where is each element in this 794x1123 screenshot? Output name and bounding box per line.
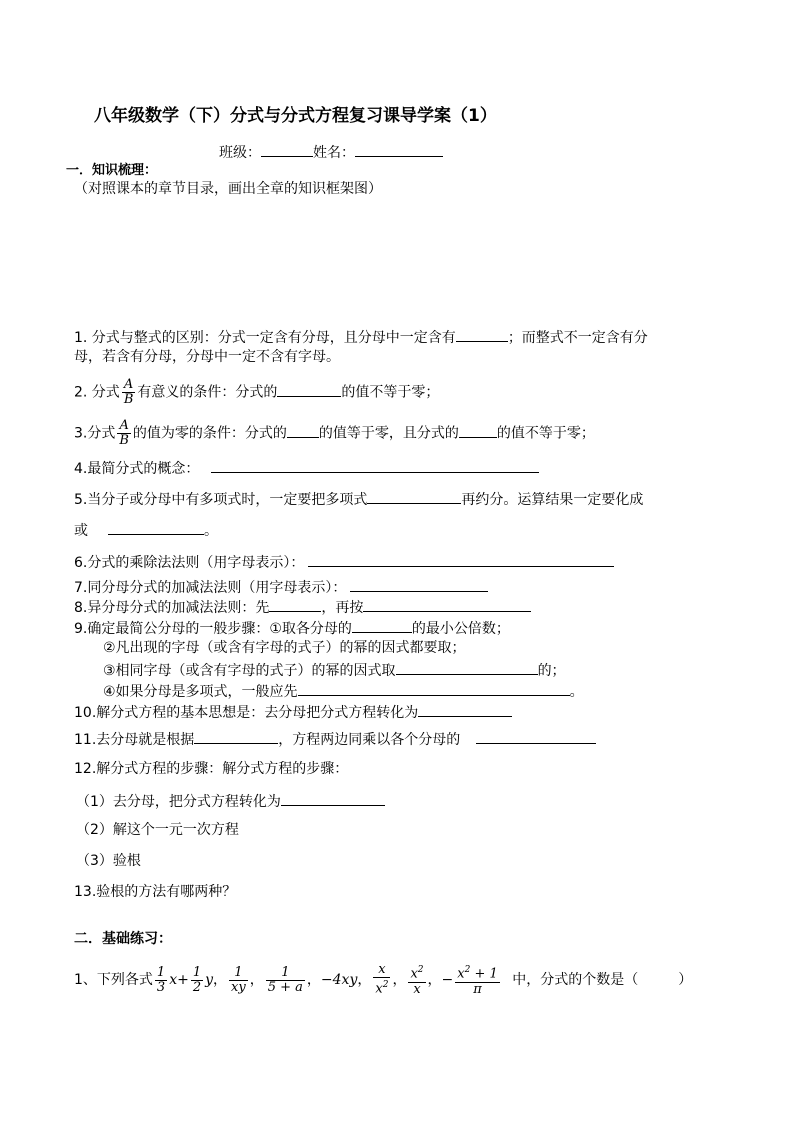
q12-blank[interactable]: [281, 791, 385, 806]
section1-instruction: （对照课本的章节目录，画出全章的知识框架图）: [74, 181, 382, 197]
name-field[interactable]: [355, 142, 443, 157]
q3-line: 3.分式 $\frac{A}{B}$ 的值为零的条件：分式的 的值等于零，且分式的 的值不等于零；: [74, 418, 595, 448]
class-label: 班级：: [219, 145, 261, 161]
q6-blank[interactable]: [308, 552, 614, 567]
q9-line4: ④如果分母是多项式，一般应先 。: [103, 681, 584, 701]
q10-line: 10.解分式方程的基本思想是：去分母把分式方程转化为: [74, 702, 512, 722]
fraction-one-third: $\frac{1}{3}$: [156, 964, 166, 995]
fraction-x-over-x-squared: $\frac{x}{x^2}$: [375, 962, 389, 997]
q4-line: 4.最简分式的概念：: [74, 458, 539, 478]
fraction-a-over-b: $\frac{A}{B}$: [123, 377, 134, 407]
q9-line1: 9.确定最简公分母的一般步骤：①取各分母的 的最小公倍数；: [74, 618, 510, 638]
q3-blank-2[interactable]: [459, 423, 497, 438]
q12-line: 12.解分式方程的步骤：解分式方程的步骤：: [74, 761, 349, 777]
fraction-one-over-xy: $\frac{1}{xy}$: [231, 964, 246, 995]
q2-line: 2. 分式 $\frac{A}{B}$ 有意义的条件：分式的 的值不等于零；: [74, 377, 440, 407]
q1-line1: 1. 分式与整式的区别：分式一定含有分母，且分母中一定含有 ；而整式不一定含有分: [74, 327, 648, 347]
q8-blank-2[interactable]: [363, 597, 531, 612]
student-info: [219, 142, 443, 162]
section2-heading: 二．基础练习：: [74, 931, 172, 947]
q9-blank-4[interactable]: [298, 681, 570, 696]
page-title: 八年级数学（下）分式与分式方程复习课导学案（1）: [94, 106, 497, 126]
q1-line2: 母，若含有分母，分母中一定不含有字母。: [74, 349, 340, 365]
q3-blank-1[interactable]: [287, 423, 319, 438]
q12-step3: （3）验根: [76, 853, 141, 869]
fraction-x-squared-over-x: $\frac{x^2}{x}$: [410, 965, 424, 997]
q11-blank-1[interactable]: [194, 729, 278, 744]
q9-blank-1[interactable]: [352, 618, 412, 633]
q8-line: 8.异分母分式的加减法法则：先 ，再按: [74, 597, 531, 617]
fraction-one-half: $\frac{1}{2}$: [192, 964, 202, 995]
q12-step2: （2）解这个一元一次方程: [76, 822, 239, 838]
q4-blank[interactable]: [211, 458, 539, 473]
q6-line: 6.分式的乘除法法则（用字母表示）：: [74, 552, 614, 572]
class-field[interactable]: [261, 142, 313, 157]
q9-blank-3[interactable]: [396, 660, 538, 675]
q8-blank-1[interactable]: [269, 597, 321, 612]
q11-blank-2[interactable]: [476, 729, 596, 744]
fraction-a-over-b: $\frac{A}{B}$: [119, 418, 129, 448]
q11-line: 11.去分母就是根据 ，方程两边同乘以各个分母的: [74, 729, 596, 749]
q13-line: 13.验根的方法有哪两种？: [74, 884, 237, 900]
q7-line: 7.同分母分式的加减法法则（用字母表示）：: [74, 577, 488, 597]
q9-line2: ②凡出现的字母（或含有字母的式子）的幂的因式都要取；: [103, 640, 466, 656]
name-label: 姓名：: [313, 145, 355, 161]
fraction-one-over-five-plus-a: $\frac{1}{5 + a}$: [267, 964, 303, 995]
q5-line2: 或 。: [74, 520, 218, 540]
exercise-1: 1、下列各式 $\frac{1}{3}$ x+ $\frac{1}{2}$ y， $\frac{1}{xy}$ ， $\frac{1}{5 + a}$ ，−4xy， $\frac{x}{x^2}$ ， $\frac{x^2}{x}$ ，− $\frac{x^2 + 1}{\pi}$ 中，分式的个数是（ ）: [74, 962, 693, 997]
ex1-answer-space[interactable]: [638, 970, 678, 984]
q5-blank-1[interactable]: [367, 489, 461, 504]
q9-line3: ③相同字母（或含有字母的式子）的幂的因式取 的；: [103, 660, 566, 680]
q12-step1: （1）去分母，把分式方程转化为: [76, 791, 385, 811]
fraction-x-squared-plus-one-over-pi: $\frac{x^2 + 1}{\pi}$: [457, 965, 498, 997]
q2-blank[interactable]: [277, 382, 341, 397]
section1-heading: 一．知识梳理：: [66, 163, 158, 178]
q1-blank[interactable]: [456, 327, 508, 342]
q7-blank[interactable]: [350, 577, 488, 592]
q10-blank[interactable]: [418, 702, 512, 717]
q5-line1: 5.当分子或分母中有多项式时，一定要把多项式 再约分。运算结果一定要化成: [74, 489, 643, 509]
q5-blank-2[interactable]: [108, 520, 204, 535]
